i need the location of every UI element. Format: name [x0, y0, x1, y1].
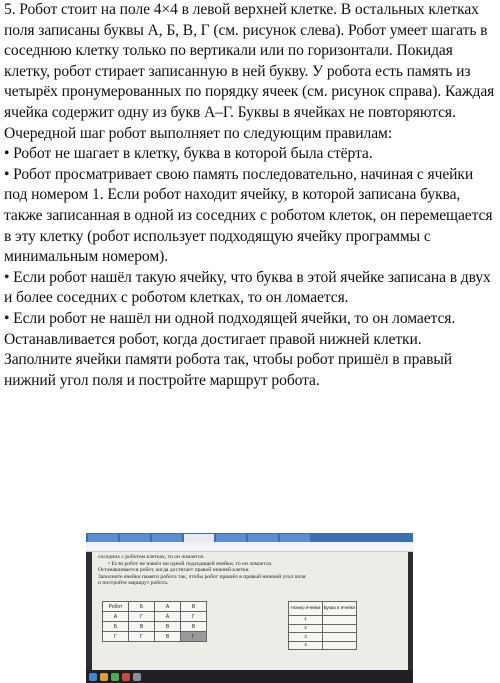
memory-letter [323, 641, 357, 650]
document-page [92, 552, 408, 670]
rule-3: • Если робот нашёл такую ячейку, что буква в этой ячейке записана в двух и более соседних с роботом клетках, то он ломается. [4, 268, 491, 307]
taskbar [86, 670, 413, 683]
browser-tab [216, 534, 246, 542]
memory-letter [323, 616, 357, 625]
rule-1: • Робот не шагает в клетку, буква в которой была стёрта. [4, 145, 373, 163]
memory-number: 2 [289, 624, 323, 633]
field-cell: А [155, 612, 181, 622]
rule-2: • Робот просматривает свою память последовательно, начиная с ячейки под номером 1. Если робот находит ячейку, в которой записана буква, также записанная в одной из соседних с роботом клеток, он перемещается в эту клетку (робот использует подходящую ячейку программы с минимальным номером). [4, 165, 493, 266]
memory-letter [323, 633, 357, 642]
memory-letter [323, 624, 357, 633]
field-cell: Б [129, 602, 155, 612]
memory-row [289, 616, 357, 625]
memory-row [289, 641, 357, 650]
field-cell: А [103, 612, 129, 622]
browser-tab [152, 534, 182, 542]
memory-header-number: Номер ячейки [289, 602, 323, 616]
screen-photo [86, 533, 413, 683]
memory-number: 4 [289, 641, 323, 650]
memory-row [289, 633, 357, 642]
app-icon [133, 673, 141, 681]
field-cell: В [155, 632, 181, 642]
memory-number: 3 [289, 633, 323, 642]
memory-row [289, 624, 357, 633]
field-cell: В [181, 622, 207, 632]
doc-line: соседних с роботом клетках, то он ломается. [98, 554, 205, 560]
field-cell: В [181, 602, 207, 612]
field-cell: Г [129, 632, 155, 642]
folder-icon [100, 673, 108, 681]
app-icon [122, 673, 130, 681]
field-row [103, 612, 207, 622]
browser-tab [248, 534, 278, 542]
field-cell: Г [129, 612, 155, 622]
field-cell: В [155, 622, 181, 632]
problem-intro: 5. Робот стоит на поле 4×4 в левой верхней клетке. В остальных клетках поля записаны буквы А, Б, В, Г (см. рисунок слева). Робот умеет шагать в соседнюю клетку только по вертикали или по горизонтали. Покидая клетку, робот стирает записанную в ней букву. У робота есть память из четырёх пронумерованных по порядку ячеек (см. рисунок справа). Каждая ячейка содержит одну из букв А–Г. Буквы в ячейках не повторяются. Очередной шаг робот выполняет по следующим правилам: [4, 1, 495, 142]
memory-header-letter: Буква в ячейке [323, 602, 357, 616]
problem-text [4, 0, 498, 391]
field-cell: Г [103, 632, 129, 642]
browser-tab [120, 534, 150, 542]
doc-line: • Если робот не нашёл ни одной подходящей ячейки, то он ломается. [108, 560, 273, 567]
field-cell: Г [181, 612, 207, 622]
field-cell-target: Г [181, 632, 207, 642]
memory-table [288, 601, 357, 650]
windows-start-icon [89, 673, 97, 681]
field-row [103, 622, 207, 632]
doc-line: Заполните ячейки памяти робота так, чтобы робот пришёл в правый нижний угол поля [98, 573, 306, 580]
field-cell: А [155, 602, 181, 612]
field-cell: Робот [103, 602, 129, 612]
field-row [103, 632, 207, 642]
browser-tab [280, 534, 310, 542]
field-cell: В [129, 622, 155, 632]
browser-tab [88, 534, 118, 542]
memory-number: 1 [289, 616, 323, 625]
field-grid [102, 601, 207, 642]
task-statement: Заполните ячейки памяти робота так, чтобы робот пришёл в правый нижний угол поля и постройте маршрут робота. [4, 351, 452, 389]
browser-tab-active [184, 534, 214, 542]
memory-header-row [289, 602, 357, 616]
browser-icon [111, 673, 119, 681]
stop-condition: Останавливается робот, когда достигает правой нижней клетки. [4, 330, 422, 348]
doc-line: и постройте маршрут робота. [98, 580, 169, 587]
rule-4: • Если робот не нашёл ни одной подходящей ячейки, то он ломается. [4, 309, 456, 327]
browser-tab-bar [86, 533, 413, 542]
field-cell: Б [103, 622, 129, 632]
field-row [103, 602, 207, 612]
address-bar [86, 542, 413, 552]
doc-line: Останавливается робот, когда достигает правой нижней клетки. [98, 567, 250, 574]
